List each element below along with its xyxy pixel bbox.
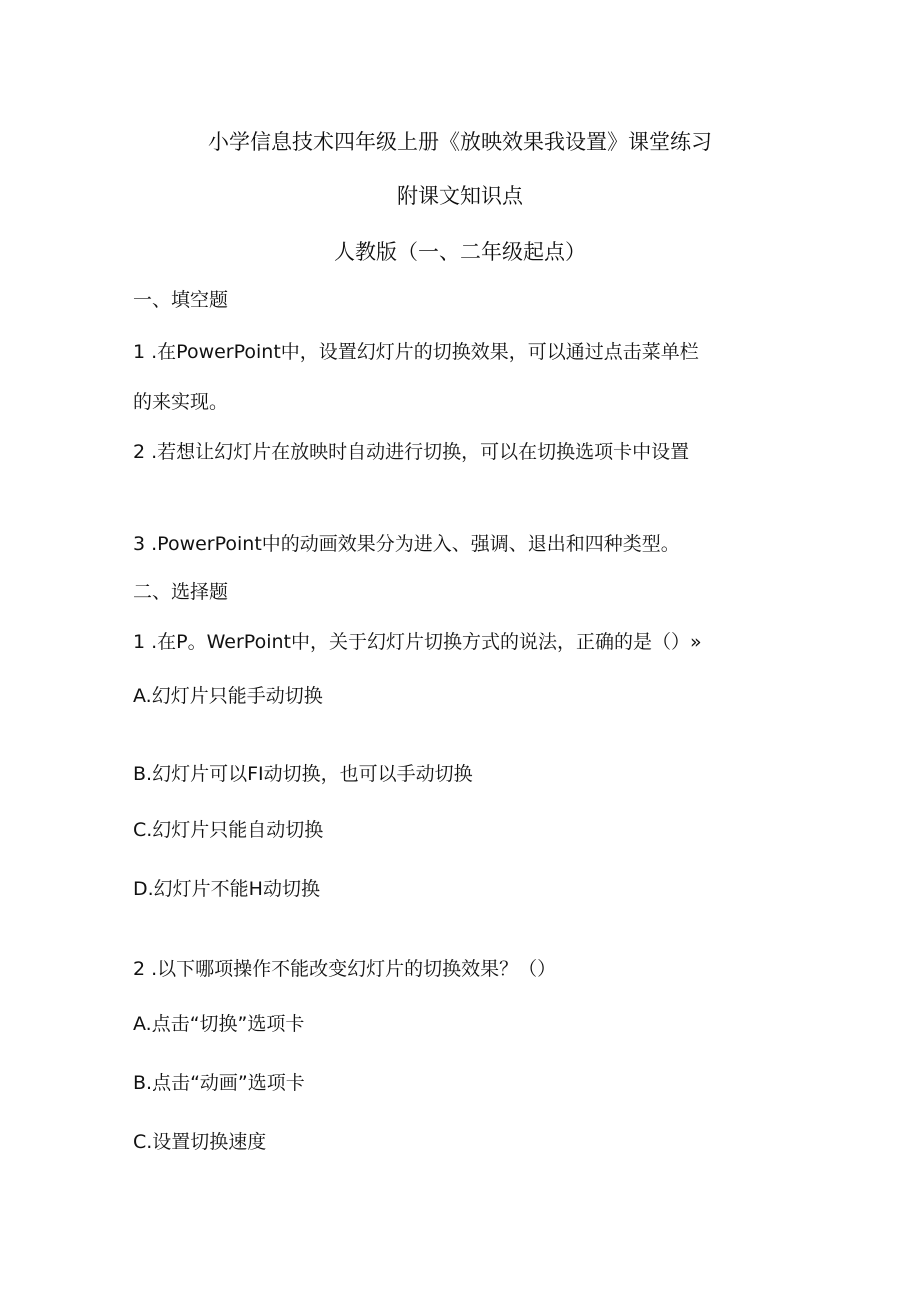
document-edition: 人教版（一、二年级起点） <box>334 240 586 264</box>
choice-question-2-option-a: A.点击“切换”选项卡 <box>133 1013 305 1035</box>
choice-question-1-option-d: D.幻灯片不能H动切换 <box>133 878 320 900</box>
choice-question-1-option-c: C.幻灯片只能自动切换 <box>133 819 324 841</box>
choice-question-1-option-b: B.幻灯片可以FI动切换，也可以手动切换 <box>133 763 473 785</box>
document-subtitle: 附课文知识点 <box>397 184 523 208</box>
fill-question-3: 3 .PowerPoint中的动画效果分为进入、强调、退出和四种类型。 <box>133 533 680 555</box>
fill-question-1-line-2: 的来实现。 <box>133 391 229 413</box>
choice-question-2-option-c: C.设置切换速度 <box>133 1131 267 1153</box>
choice-question-2: 2 .以下哪项操作不能改变幻灯片的切换效果？（） <box>133 958 557 980</box>
choice-question-1: 1 .在P。WerPoint中，关于幻灯片切换方式的说法，正确的是（）» <box>133 631 702 653</box>
choice-question-1-option-a: A.幻灯片只能手动切换 <box>133 685 323 707</box>
fill-question-1-line-1: 1 .在PowerPoint中，设置幻灯片的切换效果，可以通过点击菜单栏 <box>133 341 699 363</box>
choice-question-2-option-b: B.点击“动画”选项卡 <box>133 1072 305 1094</box>
fill-question-2: 2 .若想让幻灯片在放映时自动进行切换，可以在切换选项卡中设置 <box>133 441 690 463</box>
section-heading-multiple-choice: 二、选择题 <box>133 581 229 603</box>
document-title: 小学信息技术四年级上册《放映效果我设置》课堂练习 <box>208 130 712 154</box>
section-heading-fill-in: 一、填空题 <box>133 289 229 311</box>
